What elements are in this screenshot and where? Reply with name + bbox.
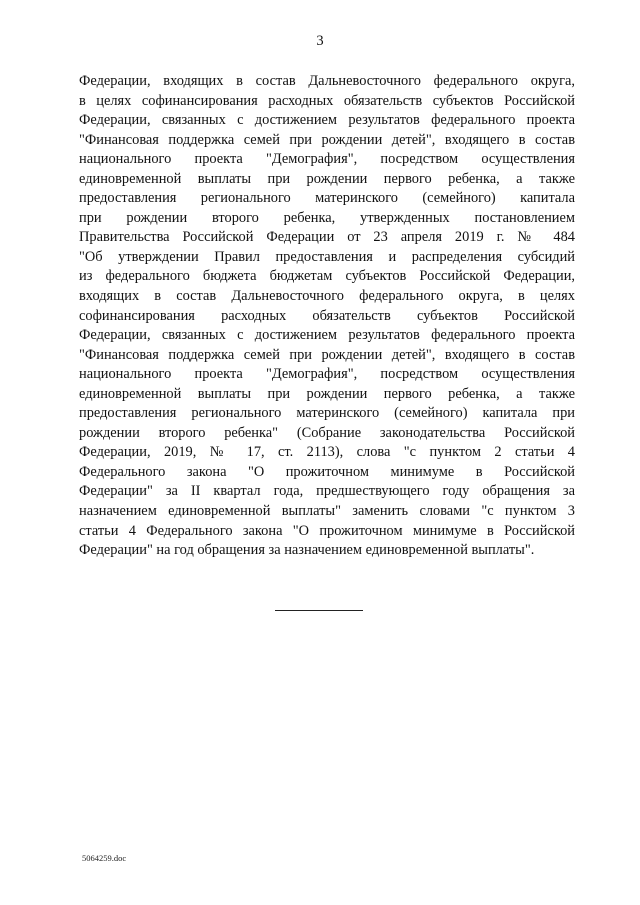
page-number: 3 [316, 33, 324, 49]
text-line: национального проекта "Демография", посредством осуществления [79, 366, 575, 383]
text-line: "Финансовая поддержка семей при рождении детей", входящего в состав [79, 346, 575, 363]
text-line: из федерального бюджета бюджетам субъектов Российской Федерации, [79, 268, 575, 285]
text-line: в целях софинансирования расходных обязательств субъектов Российской [79, 92, 575, 109]
text-line: единовременной выплаты при рождении первого ребенка, а также [79, 170, 575, 187]
separator-line [275, 610, 363, 611]
text-line: национального проекта "Демография", посредством осуществления [79, 151, 575, 168]
text-line: Федерации, связанных с достижением результатов федерального проекта [79, 327, 575, 344]
text-line: Федерации" за II квартал года, предшествующего году обращения за [79, 483, 575, 500]
text-line: "Финансовая поддержка семей при рождении детей", входящего в состав [79, 131, 575, 148]
text-line: рождении второго ребенка" (Собрание законодательства Российской [79, 424, 575, 441]
text-line: Федерации, связанных с достижением результатов федерального проекта [79, 112, 575, 129]
text-line: входящих в состав Дальневосточного федерального округа, в целях [79, 288, 575, 305]
body-text [79, 72, 575, 561]
text-line: назначением единовременной выплаты" заменить словами "с пунктом 3 [79, 503, 575, 520]
text-line: Федерации" на год обращения за назначением единовременной выплаты". [79, 542, 535, 559]
text-line: при рождении второго ребенка, утвержденных постановлением [79, 209, 575, 226]
text-line: единовременной выплаты при рождении первого ребенка, а также [79, 385, 575, 402]
text-line: Федерации, 2019, № 17, ст. 2113), слова "с пунктом 2 статьи 4 [79, 444, 575, 461]
text-line: предоставления регионального материнского (семейного) капитала при [79, 405, 575, 422]
text-line: Федерального закона "О прожиточном минимуме в Российской [79, 463, 575, 480]
text-line: статьи 4 Федерального закона "О прожиточном минимуме в Российской [79, 522, 575, 539]
text-line: Федерации, входящих в состав Дальневосточного федерального округа, [79, 73, 575, 89]
document-id: 5064259.doc [82, 853, 127, 863]
text-line: предоставления регионального материнского (семейного) капитала [79, 190, 575, 207]
text-line: Правительства Российской Федерации от 23 апреля 2019 г. № 484 [79, 229, 575, 246]
text-line: "Об утверждении Правил предоставления и распределения субсидий [79, 248, 575, 265]
text-line: софинансирования расходных обязательств субъектов Российской [79, 307, 575, 324]
